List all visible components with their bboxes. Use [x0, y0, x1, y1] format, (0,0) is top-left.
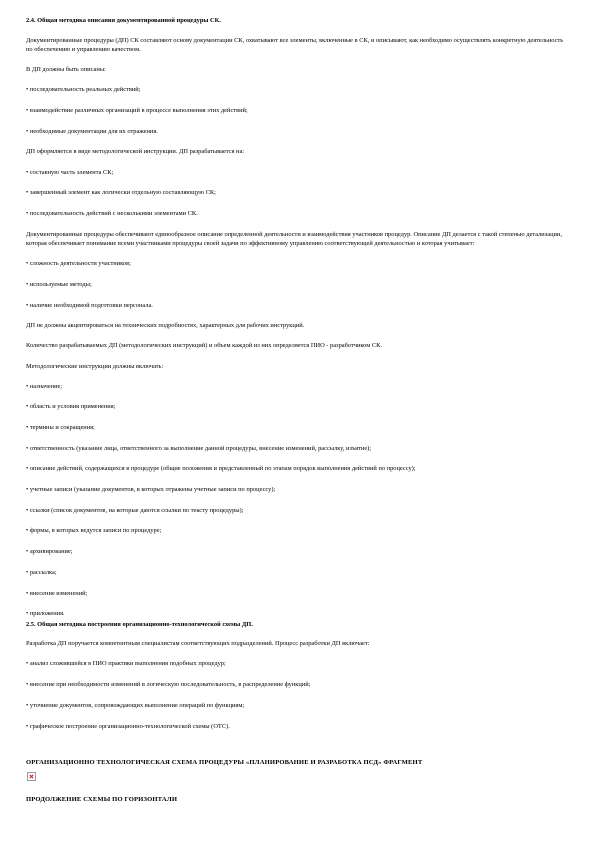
- list-item: • внесение при необходимости изменений в логическую последовательность, в распределение функций;: [26, 681, 311, 689]
- scheme-title: ОРГАНИЗАЦИОННО ТЕХНОЛОГИЧЕСКАЯ СХЕМА ПРОЦЕДУРЫ «ПЛАНИРОВАНИЕ И РАЗРАБОТКА ПСД» ФРАГМЕНТ: [26, 759, 423, 767]
- list-item: • графическое построение организационно-технологической схемы (ОТС).: [26, 722, 230, 730]
- list-item: • наличие необходимой подготовки персонала.: [26, 301, 153, 309]
- section-2-4-heading: 2.4. Общая методика описания документированной процедуры СК.: [26, 17, 221, 24]
- list-item: • ссылки (список документов, на которые даются ссылки по тексту процедуры);: [26, 506, 244, 514]
- list-item: • завершенный элемент как логически отдельную составляющую СК;: [26, 189, 216, 197]
- list-item: • рассылка;: [26, 568, 57, 576]
- list-item: • область и условия применения;: [26, 403, 116, 411]
- list-item: • уточнение документов, сопровождающих выполнение операций по функциям;: [26, 701, 245, 709]
- list-item: • сложность деятельности участников;: [26, 260, 131, 268]
- list-item: • описание действий, содержащихся в процедуре (общие положения и представленный по этапам порядок выполнения действий по процессу);: [26, 465, 416, 473]
- list-item: • учетные записи (указание документов, в которых отражены учетные записи по процессу);: [26, 486, 276, 494]
- list-item: • используемые методы;: [26, 280, 92, 288]
- broken-image-icon[interactable]: [27, 772, 36, 781]
- list-item: • формы, в которых ведутся записи по процедуре;: [26, 527, 162, 535]
- list-item: • назначение;: [26, 382, 63, 390]
- list-item: • архивирование;: [26, 548, 73, 556]
- list-item: • последовательность действий с несколькими элементами СК.: [26, 209, 198, 217]
- list-item: • внесение изменений;: [26, 589, 88, 597]
- scheme-continuation-title: ПРОДОЛЖЕНИЕ СХЕМЫ ПО ГОРИЗОНТАЛИ: [26, 795, 178, 803]
- must-describe-label: В ДП должны быть описаны:: [26, 66, 106, 74]
- list-item: • последовательность реальных действий;: [26, 86, 141, 94]
- section-2-5-heading: 2.5. Общая методика построения организационно-технологической схемы ДП.: [26, 620, 253, 628]
- list-item: • приложения.: [26, 610, 65, 618]
- list-item: • необходимые документации для их отражения.: [26, 127, 158, 135]
- list-item: • ответственность (указание лица, ответственного за выполнение данной процедуры, внесение изменений, рассылку, изъятие);: [26, 444, 372, 452]
- list-item: • взаимодействие различных организаций в процессе выполнения этих действий;: [26, 107, 248, 115]
- section-2-4-intro: Документированные процедуры (ДП) СК составляют основу документации СК, охватывают все элементы, включенные в СК, и описывают, как необходимо осуществлять конкретную деятельность по обеспечению и управлению качеством.: [26, 36, 564, 54]
- list-item: • составную часть элемента СК;: [26, 168, 114, 176]
- not-focus-note: ДП не должны акцентироваться на технических подробностях, характерных для рабочих инструкций.: [26, 322, 305, 330]
- count-note: Количество разрабатываемых ДП (методологических инструкций) и объем каждой из них определяется ПИО - разработчиком СК.: [26, 342, 383, 350]
- list-item: • термины и сокращения;: [26, 424, 95, 431]
- list-item: • анализ сложившейся в ПИО практики выполнения подобных процедур;: [26, 660, 226, 668]
- must-include-label: Методологические инструкции должны включать:: [26, 362, 164, 370]
- procedures-description: Документированные процедуры обеспечивают единообразное описание определенной деятельности и взаимодействия участников процедур. Описание ДП делается с такой степенью детализации, которая обеспечивает понимание всеми участниками процедуры своей задачи по эффективному управлению соответствующей деятельностью и которая учитывает:: [26, 230, 562, 248]
- form-note: ДП оформляется в виде методологической инструкции. ДП разрабатывается на:: [26, 148, 245, 156]
- section-2-5-intro: Разработка ДП поручается компетентным специалистам соответствующих подразделений. Процесс разработки ДП включает:: [26, 640, 370, 648]
